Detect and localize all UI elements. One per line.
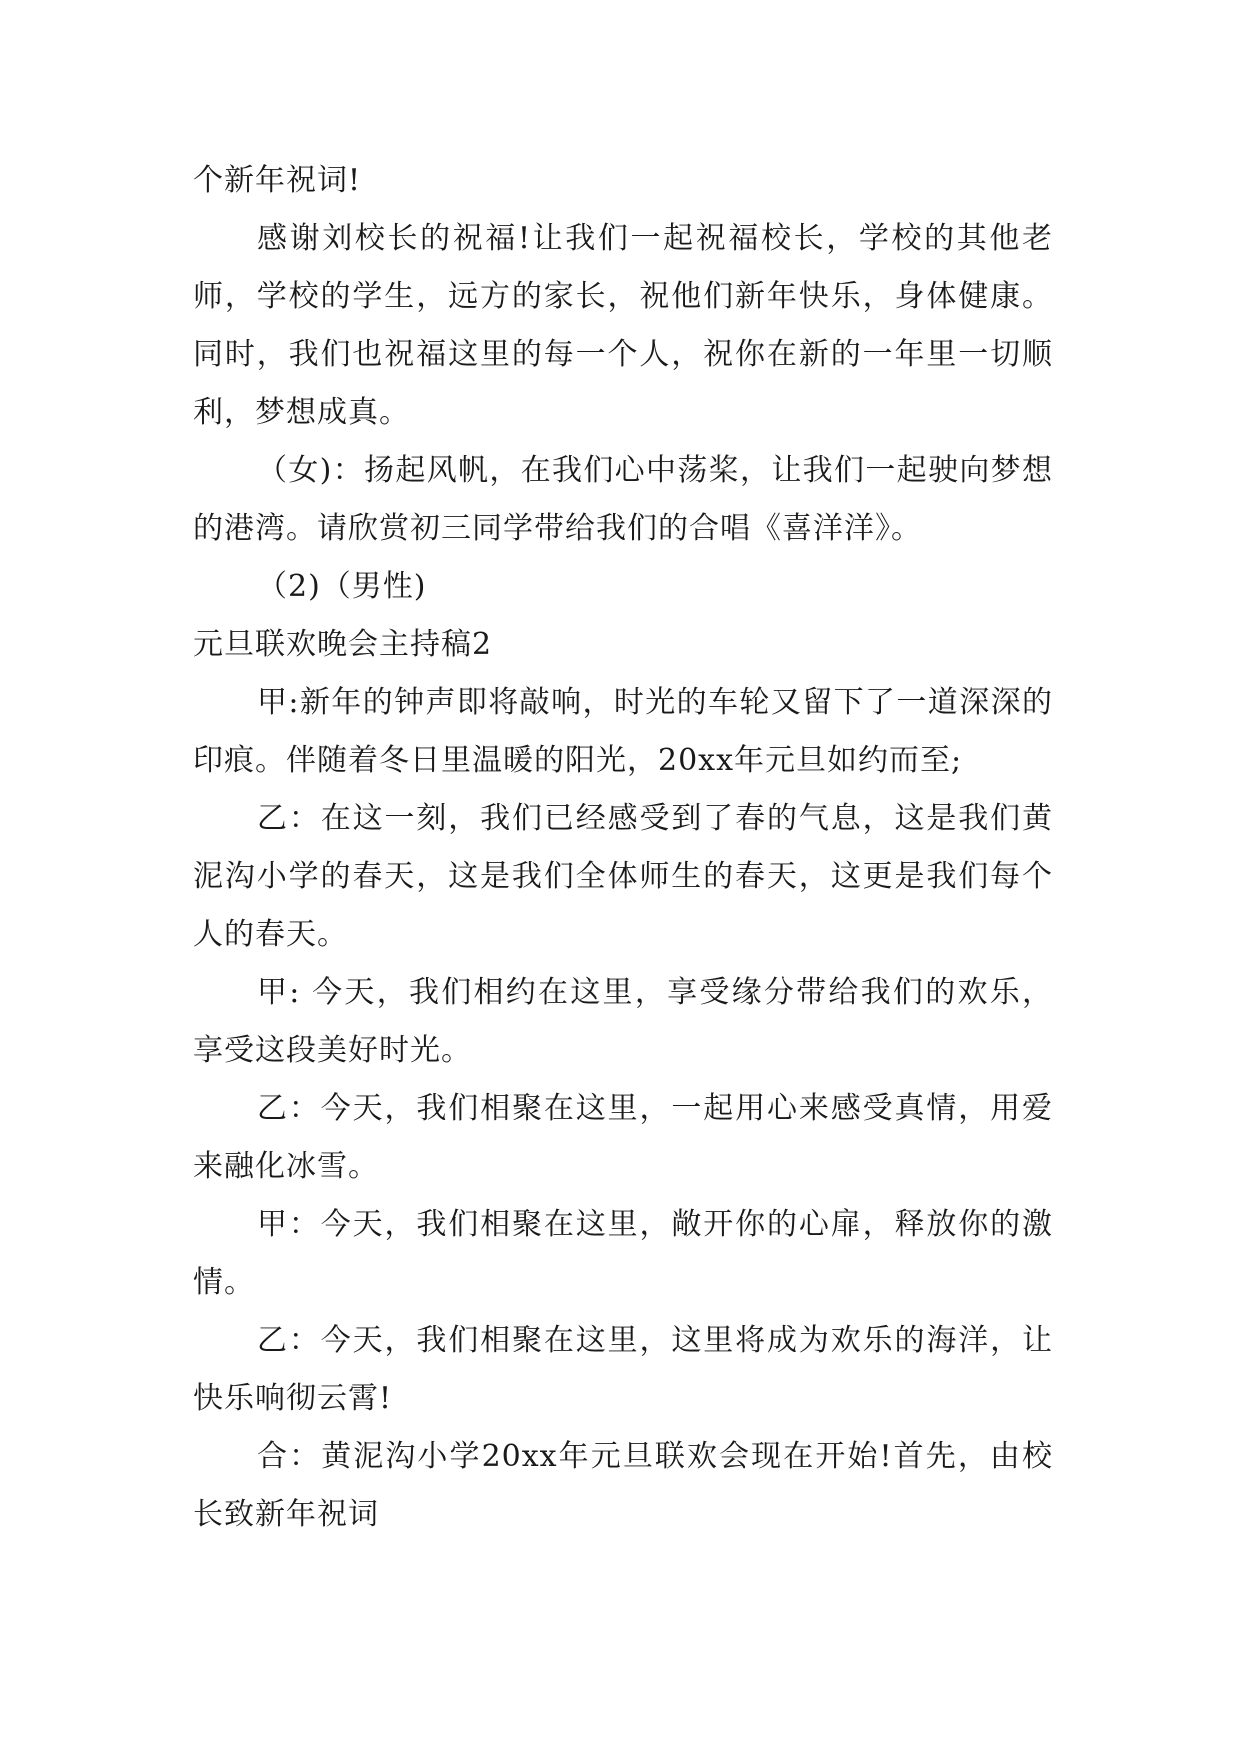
paragraph-host-a-1: 甲:新年的钟声即将敲响，时光的车轮又留下了一道深深的印痕。伴随着冬日里温暖的阳光，20xx年元旦如约而至; xyxy=(193,685,1053,778)
paragraph-host-a-2: 甲: 今天，我们相约在这里，享受缘分带给我们的欢乐，享受这段美好时光。 xyxy=(193,975,1053,1068)
paragraph-host-b-1: 乙：在这一刻，我们已经感受到了春的气息，这是我们黄泥沟小学的春天，这是我们全体师生的春天，这更是我们每个人的春天。 xyxy=(193,801,1053,952)
paragraph-host-a-3: 甲：今天，我们相聚在这里，敞开你的心扉，释放你的激情。 xyxy=(193,1207,1053,1300)
paragraph-together: 合：黄泥沟小学20xx年元旦联欢会现在开始!首先，由校长致新年祝词 xyxy=(193,1439,1053,1532)
paragraph-section-label: （2)（男性) xyxy=(257,569,427,604)
paragraph-host-b-2: 乙：今天，我们相聚在这里，一起用心来感受真情，用爱来融化冰雪。 xyxy=(193,1091,1053,1184)
section-heading: 元旦联欢晚会主持稿2 xyxy=(193,627,493,662)
paragraph-host-b-3: 乙：今天，我们相聚在这里，这里将成为欢乐的海洋，让快乐响彻云霄! xyxy=(193,1323,1053,1416)
paragraph-continuation: 个新年祝词! xyxy=(193,163,362,198)
paragraph-thanks: 感谢刘校长的祝福!让我们一起祝福校长，学校的其他老师，学校的学生，远方的家长，祝他们新年快乐，身体健康。同时，我们也祝福这里的每一个人，祝你在新的一年里一切顺利，梦想成真。 xyxy=(193,221,1053,430)
document-body xyxy=(193,152,1053,1544)
paragraph-female-host: （女)：扬起风帆，在我们心中荡桨，让我们一起驶向梦想的港湾。请欣赏初三同学带给我们的合唱《喜洋洋》。 xyxy=(193,453,1053,546)
